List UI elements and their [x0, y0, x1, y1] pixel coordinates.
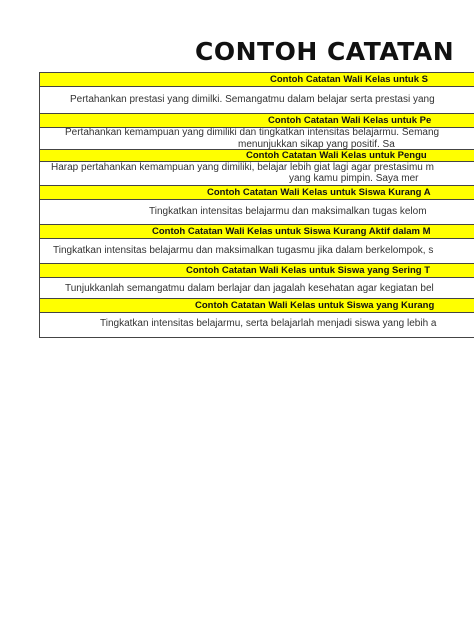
section-header-label: Contoh Catatan Wali Kelas untuk Siswa yang Sering T [186, 265, 431, 276]
section-note-2 [40, 128, 474, 150]
note-line: yang kamu pimpin. Saya mer [289, 173, 419, 184]
section-header-4 [40, 186, 474, 200]
section-header-1 [40, 73, 474, 87]
section-note-6 [40, 278, 474, 299]
note-line: Tingkatkan intensitas belajarmu, serta belajarlah menjadi siswa yang lebih a [100, 318, 437, 329]
section-header-label: Contoh Catatan Wali Kelas untuk Pengu [246, 150, 427, 161]
section-header-2 [40, 114, 474, 128]
note-line: Tingkatkan intensitas belajarmu dan maksimalkan tugas kelom [149, 206, 427, 217]
note-line: Harap pertahankan kemampuan yang dimiliki, belajar lebih giat lagi agar prestasimu m [51, 162, 434, 173]
section-note-3 [40, 162, 474, 186]
note-line: Pertahankan kemampuan yang dimiliki dan tingkatkan intensitas belajarmu. Semang [65, 128, 440, 138]
section-note-5 [40, 239, 474, 264]
section-header-label: Contoh Catatan Wali Kelas untuk Siswa Kurang A [207, 187, 431, 198]
section-header-6 [40, 264, 474, 278]
section-header-3 [40, 150, 474, 162]
section-header-label: Contoh Catatan Wali Kelas untuk Siswa Kurang Aktif dalam M [152, 226, 431, 237]
section-note-7 [40, 313, 474, 337]
section-note-4 [40, 200, 474, 225]
note-line: Tunjukkanlah semangatmu dalam berlajar dan jagalah kesehatan agar kegiatan bel [65, 283, 434, 294]
notes-table [39, 72, 474, 338]
note-line: Pertahankan prestasi yang dimilki. Semangatmu dalam belajar serta prestasi yang [70, 94, 435, 105]
section-header-7 [40, 299, 474, 313]
section-header-label: Contoh Catatan Wali Kelas untuk S [270, 74, 428, 85]
page-title: CONTOH CATATAN [195, 37, 455, 66]
section-note-1 [40, 87, 474, 114]
section-header-label: Contoh Catatan Wali Kelas untuk Pe [268, 115, 432, 126]
section-header-5 [40, 225, 474, 239]
section-header-label: Contoh Catatan Wali Kelas untuk Siswa yang Kurang [195, 300, 435, 311]
note-line: menunjukkan sikap yang positif. Sa [238, 139, 395, 150]
note-line: Tingkatkan intensitas belajarmu dan maksimalkan tugasmu jika dalam berkelompok, s [53, 245, 434, 256]
